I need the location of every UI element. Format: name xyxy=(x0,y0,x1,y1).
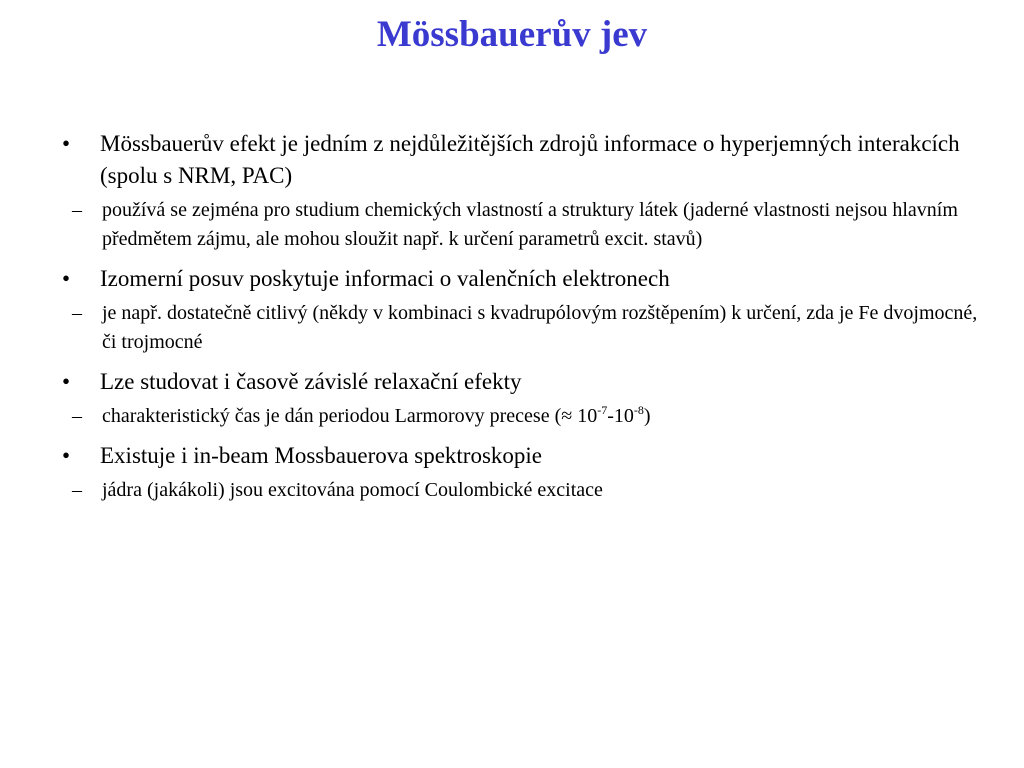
sub-item xyxy=(58,196,978,254)
sub-text-after: ) xyxy=(643,405,651,427)
bullet-marker: • xyxy=(62,369,71,394)
sub-item-text xyxy=(102,405,651,427)
bullet-marker: • xyxy=(62,266,71,291)
dash-marker: – xyxy=(72,479,82,501)
dash-marker: – xyxy=(72,405,82,427)
bullet-list xyxy=(58,128,978,514)
exponent: -7 xyxy=(597,403,608,417)
sub-text-mid: -10 xyxy=(607,405,634,427)
bullet-marker: • xyxy=(62,131,71,156)
sub-item-text: je např. dostatečně citlivý (někdy v kombinaci s kvadrupólovým rozštěpením) k určení, zda je Fe dvojmocné, či trojmocné xyxy=(102,302,978,353)
sub-item xyxy=(58,402,978,431)
bullet-text: Lze studovat i časově závislé relaxační efekty xyxy=(100,369,522,394)
bullet-item xyxy=(58,440,978,472)
bullet-item xyxy=(58,263,978,295)
bullet-item xyxy=(58,366,978,398)
bullet-text: Izomerní posuv poskytuje informaci o valenčních elektronech xyxy=(100,266,670,291)
bullet-text: Existuje i in-beam Mossbauerova spektroskopie xyxy=(100,443,543,468)
exponent: -8 xyxy=(633,403,644,417)
bullet-marker: • xyxy=(62,443,71,468)
dash-marker: – xyxy=(72,199,82,221)
sub-text-before: charakteristický čas je dán periodou Larmorovy precese (≈ 10 xyxy=(102,405,598,427)
sub-item-text: jádra (jakákoli) jsou excitována pomocí Coulombické excitace xyxy=(102,479,603,501)
bullet-text: Mössbauerův efekt je jedním z nejdůležitějších zdrojů informace o hyperjemných interakcích (spolu s NRM, PAC) xyxy=(100,131,960,188)
dash-marker: – xyxy=(72,302,82,324)
bullet-item xyxy=(58,128,978,192)
slide-title: Mössbauerův jev xyxy=(376,14,648,55)
sub-item-text: používá se zejména pro studium chemických vlastností a struktury látek (jaderné vlastnosti nejsou hlavním předmětem zájmu, ale mohou sloužit např. k určení parametrů excit. stavů) xyxy=(102,199,958,250)
sub-item xyxy=(58,299,978,357)
sub-item xyxy=(58,476,978,505)
